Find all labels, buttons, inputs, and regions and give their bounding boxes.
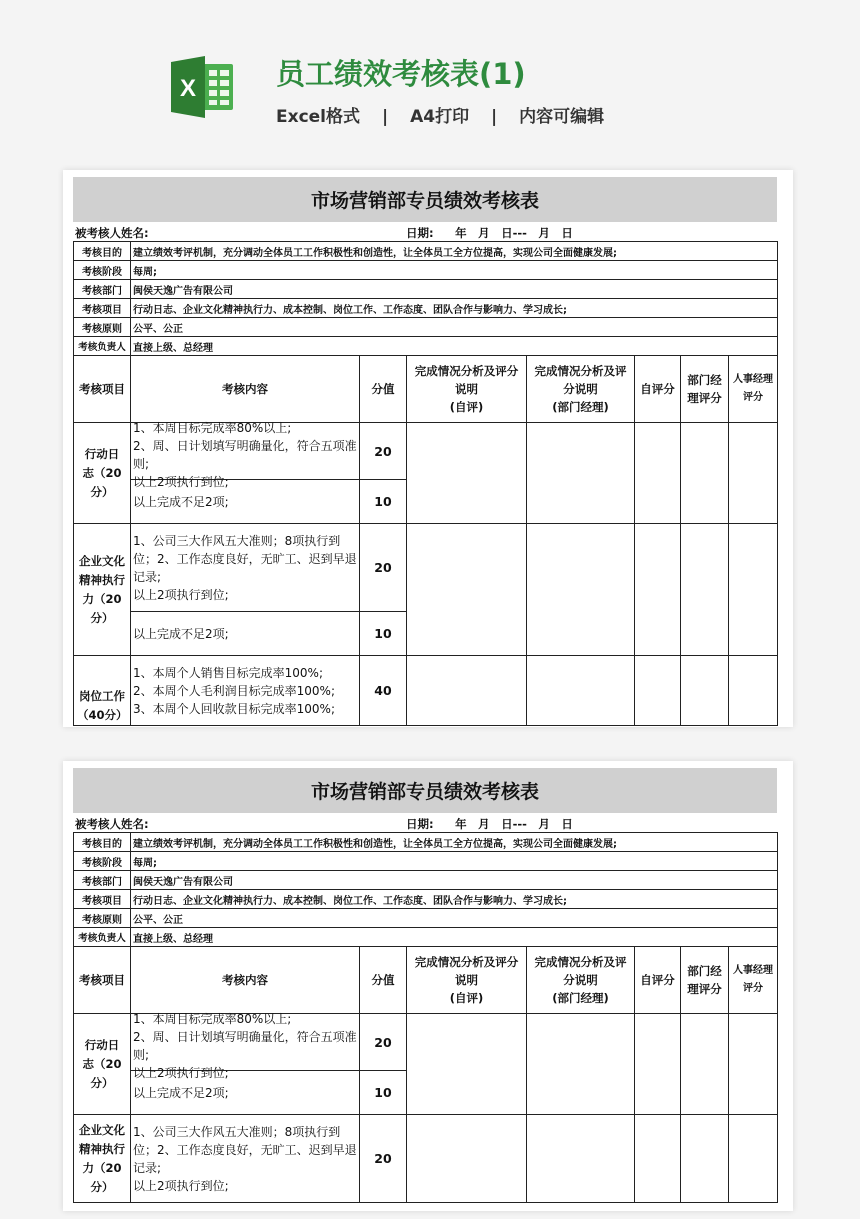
col-header: 自评分	[635, 356, 681, 423]
info-key: 考核负责人	[74, 337, 131, 356]
info-value: 建立绩效考评机制，充分调动全体员工工作积极性和创造性，让全体员工全方位提高，实现公司全面健康发展;	[131, 242, 778, 261]
info-key: 考核部门	[74, 280, 131, 299]
content-cell: 以上完成不足2项;	[131, 1071, 360, 1115]
sheet	[73, 768, 777, 1203]
category-cell: 行动日志（20分）	[74, 423, 131, 524]
category-cell: 企业文化精神执行力（20分）	[74, 1115, 131, 1203]
info-value: 建立绩效考评机制，充分调动全体员工工作积极性和创造性，让全体员工全方位提高，实现公司全面健康发展;	[131, 833, 778, 852]
col-header: 自评分	[635, 947, 681, 1014]
name-date-row	[73, 222, 777, 241]
score-cell: 40	[360, 656, 407, 726]
col-header: 完成情况分析及评分说明 (部门经理)	[527, 947, 635, 1014]
content-cell: 1、公司三大作风五大准则；8项执行到位；2、工作态度良好，无旷工、迟到早退记录; 以上2项执行到位;	[131, 1115, 360, 1203]
excel-icon	[171, 56, 235, 118]
info-value: 直接上级、总经理	[131, 337, 778, 356]
column-header-row	[74, 356, 778, 423]
sheet-title: 市场营销部专员绩效考核表	[73, 177, 777, 222]
col-header: 考核项目	[74, 356, 131, 423]
info-row	[74, 871, 778, 890]
document-tags	[276, 102, 618, 127]
col-header: 分值	[360, 356, 407, 423]
score-cell: 10	[360, 612, 407, 656]
score-cell: 10	[360, 480, 407, 524]
tag: A4打印	[410, 107, 470, 127]
category-cell: 企业文化精神执行力（20分）	[74, 524, 131, 656]
info-value: 每周;	[131, 261, 778, 280]
page-header	[0, 0, 860, 160]
table-row	[74, 656, 778, 726]
info-value: 闽侯天逸广告有限公司	[131, 871, 778, 890]
info-value: 行动日志、企业文化精神执行力、成本控制、岗位工作、工作态度、团队合作与影响力、学习成长;	[131, 890, 778, 909]
evaluation-table	[73, 832, 778, 1203]
info-value: 闽侯天逸广告有限公司	[131, 280, 778, 299]
category-cell: 行动日志（20分）	[74, 1014, 131, 1115]
content-cell	[131, 1012, 360, 1080]
col-header: 人事经理评分	[729, 947, 778, 1014]
info-key: 考核目的	[74, 833, 131, 852]
info-value: 直接上级、总经理	[131, 928, 778, 947]
info-key: 考核阶段	[74, 852, 131, 871]
info-key: 考核项目	[74, 890, 131, 909]
score-cell: 20	[360, 1115, 407, 1203]
info-value: 公平、公正	[131, 909, 778, 928]
score-cell: 20	[360, 1014, 407, 1071]
col-header: 考核项目	[74, 947, 131, 1014]
info-row	[74, 909, 778, 928]
col-header: 考核内容	[131, 947, 360, 1014]
name-date-row	[73, 813, 777, 832]
table-row	[74, 1115, 778, 1203]
info-row	[74, 337, 778, 356]
name-label: 被考核人姓名:	[75, 817, 149, 831]
info-value: 行动日志、企业文化精神执行力、成本控制、岗位工作、工作态度、团队合作与影响力、学习成长;	[131, 299, 778, 318]
info-key: 考核原则	[74, 318, 131, 337]
evaluation-table	[73, 241, 778, 726]
info-row	[74, 299, 778, 318]
sheet	[73, 177, 777, 722]
info-key: 考核原则	[74, 909, 131, 928]
col-header: 完成情况分析及评分说明 (自评)	[407, 356, 527, 423]
info-row	[74, 280, 778, 299]
date-label: 日期: 年 月 日--- 月 日	[406, 817, 573, 831]
info-row	[74, 242, 778, 261]
info-row	[74, 928, 778, 947]
svg-text:X: X	[179, 75, 197, 102]
info-key: 考核项目	[74, 299, 131, 318]
col-header: 分值	[360, 947, 407, 1014]
table-row	[74, 524, 778, 612]
info-row	[74, 833, 778, 852]
content-cell	[131, 421, 360, 489]
content-text: 1、本周目标完成率80%以上; 2、周、日计划填写明确量化，符合五项准则; 以上2项执行到位;	[133, 1012, 357, 1080]
document-title: 员工绩效考核表(1)	[276, 57, 526, 91]
info-value: 每周;	[131, 852, 778, 871]
table-row	[74, 1014, 778, 1071]
tag: Excel格式	[276, 107, 361, 127]
tag: 内容可编辑	[519, 107, 605, 127]
separator: |	[491, 107, 498, 127]
col-header: 部门经理评分	[681, 947, 729, 1014]
sheet-title: 市场营销部专员绩效考核表	[73, 768, 777, 813]
date-label: 日期: 年 月 日--- 月 日	[406, 226, 573, 240]
col-header: 部门经理评分	[681, 356, 729, 423]
category-cell: 岗位工作（40分）	[74, 656, 131, 726]
info-key: 考核阶段	[74, 261, 131, 280]
info-value: 公平、公正	[131, 318, 778, 337]
separator: |	[381, 107, 389, 127]
content-cell: 1、公司三大作风五大准则；8项执行到位；2、工作态度良好，无旷工、迟到早退记录; 以上2项执行到位;	[131, 524, 360, 612]
content-cell: 1、本周个人销售目标完成率100%; 2、本周个人毛利润目标完成率100%; 3、本周个人回收款目标完成率100%;	[131, 656, 360, 726]
column-header-row	[74, 947, 778, 1014]
info-key: 考核部门	[74, 871, 131, 890]
content-cell: 以上完成不足2项;	[131, 612, 360, 656]
sheet-preview-1	[63, 170, 793, 727]
col-header: 人事经理评分	[729, 356, 778, 423]
name-label: 被考核人姓名:	[75, 226, 149, 240]
info-row	[74, 852, 778, 871]
content-cell: 以上完成不足2项;	[131, 480, 360, 524]
col-header: 完成情况分析及评分说明 (自评)	[407, 947, 527, 1014]
info-key: 考核负责人	[74, 928, 131, 947]
info-row	[74, 318, 778, 337]
info-row	[74, 261, 778, 280]
score-cell: 20	[360, 423, 407, 480]
col-header: 完成情况分析及评分说明 (部门经理)	[527, 356, 635, 423]
col-header: 考核内容	[131, 356, 360, 423]
info-key: 考核目的	[74, 242, 131, 261]
score-cell: 10	[360, 1071, 407, 1115]
info-row	[74, 890, 778, 909]
content-text: 1、本周目标完成率80%以上; 2、周、日计划填写明确量化，符合五项准则; 以上2项执行到位;	[133, 421, 357, 489]
sheet-preview-2	[63, 761, 793, 1211]
score-cell: 20	[360, 524, 407, 612]
table-row	[74, 423, 778, 480]
